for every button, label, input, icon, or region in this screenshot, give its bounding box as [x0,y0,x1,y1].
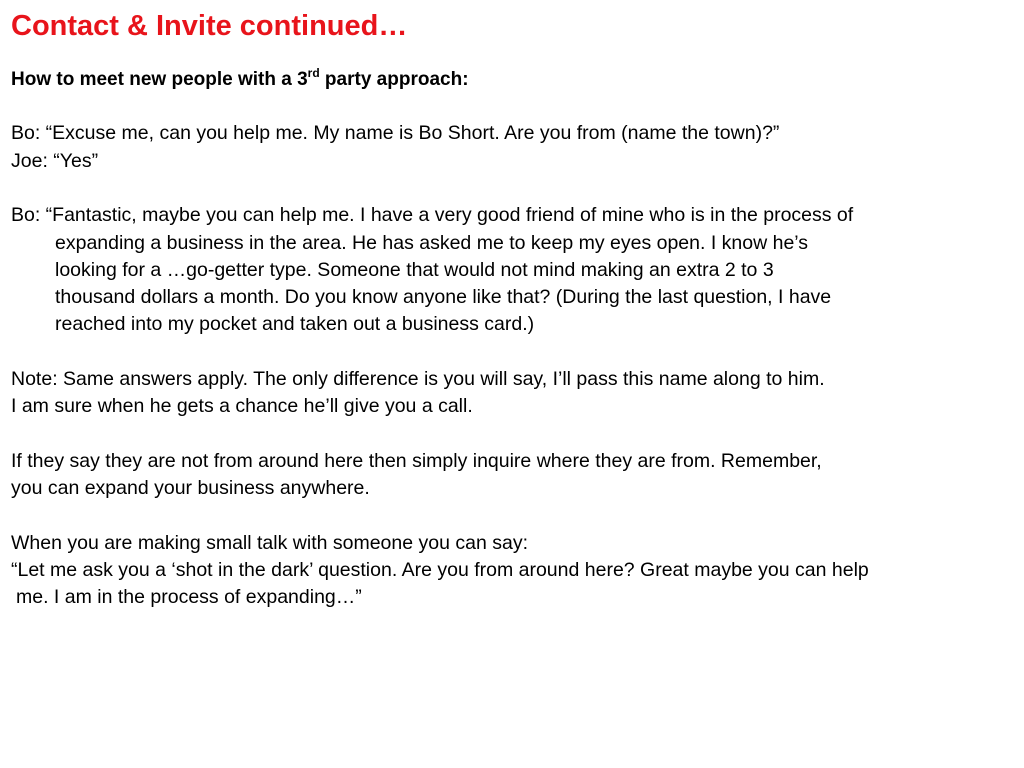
note-line-1: Note: Same answers apply. The only difference is you will say, I’ll pass this name along to him. [11,368,825,390]
bo-pitch-line-2: expanding a business in the area. He has asked me to keep my eyes open. I know he’s [55,232,809,254]
small-talk-line-2: “Let me ask you a ‘shot in the dark’ question. Are you from around here? Great maybe you can help [11,559,869,581]
dialogue-bo-line: Bo: “Excuse me, can you help me. My name is Bo Short. Are you from (name the town)?” [11,122,780,144]
subheading-text-after: party approach: [319,69,469,90]
bo-pitch-line-3: looking for a …go-getter type. Someone that would not mind making an extra 2 to 3 [55,259,774,281]
bo-pitch-line-4: thousand dollars a month. Do you know anyone like that? (During the last question, I have [55,286,832,308]
bo-pitch-line-1: Bo: “Fantastic, maybe you can help me. I have a very good friend of mine who is in the process of [11,204,854,226]
not-from-here-line-1: If they say they are not from around here then simply inquire where they are from. Remember, [11,450,822,472]
subheading-superscript: rd [307,66,320,80]
slide-title: Contact & Invite continued… [11,10,408,42]
section-subheading [11,68,469,93]
dialogue-joe-line: Joe: “Yes” [11,150,99,172]
small-talk-line-3: me. I am in the process of expanding…” [16,586,362,608]
subheading-text-before: How to meet new people with a 3 [11,69,308,90]
bo-pitch-line-5: reached into my pocket and taken out a business card.) [55,313,535,335]
not-from-here-line-2: you can expand your business anywhere. [11,477,370,499]
small-talk-line-1: When you are making small talk with someone you can say: [11,532,528,554]
note-line-2: I am sure when he gets a chance he’ll give you a call. [11,395,473,417]
